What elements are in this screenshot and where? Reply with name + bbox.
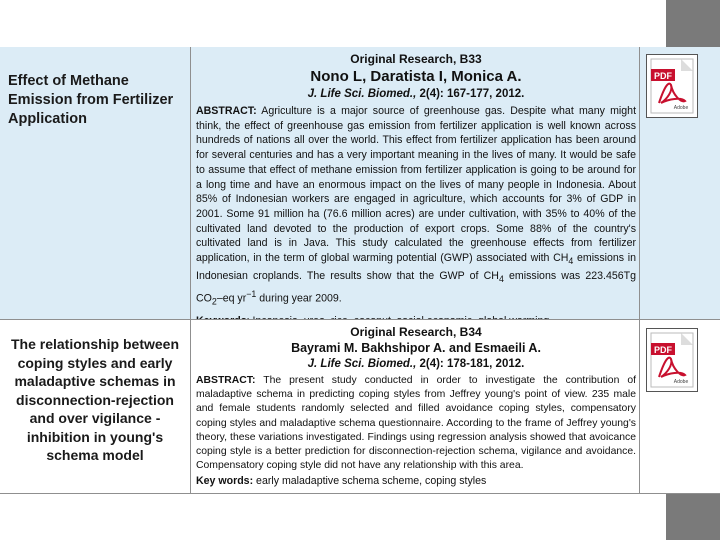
article-table — [0, 47, 720, 494]
pdf-cell — [640, 320, 720, 494]
abstract-text: ABSTRACT: The present study conducted in order to investigate the contribution of maladaptive schema in predicting coping styles from Jeffrey young's point of view. 235 male and female students randomly selected and filled avoidance coping styles, compensatory coping styles and maladaptive schema questionnaire. According to the frame of Jeffrey young's theory, these variations investigated. Findings using regression analysis showed that avoicance coping style is a better prediction for disconnection-rejection schema, vigilance and avoidance. Compensatory coping style did not have any relationship with this area. — [196, 375, 637, 472]
keywords: Key words: early maladaptive schema scheme, coping styles — [196, 475, 487, 488]
svg-text:Adobe: Adobe — [673, 379, 689, 385]
svg-text:PDF: PDF — [654, 71, 672, 81]
table-border-bottom — [0, 493, 720, 494]
authors: Bayrami M. Bakhshipor A. and Esmaeili A. — [291, 341, 541, 355]
title-cell — [0, 320, 191, 494]
pdf-download-link[interactable] — [646, 328, 698, 392]
svg-text:PDF: PDF — [654, 345, 672, 355]
abstract-cell — [191, 47, 640, 319]
journal-citation: J. Life Sci. Biomed., 2(4): 167-177, 2012. — [307, 88, 525, 100]
pdf-download-link[interactable] — [646, 54, 698, 118]
pdf-cell — [640, 47, 720, 319]
abstract-cell — [191, 320, 640, 494]
pdf-file-icon — [647, 329, 697, 391]
article-row-b34 — [0, 320, 720, 494]
research-type: Original Research, B34 — [350, 325, 482, 339]
journal-citation: J. Life Sci. Biomed., 2(4): 178-181, 2012. — [307, 358, 525, 370]
article-title: The relationship between coping styles and early maladaptive schemas in disconnection-rejection and over vigilance - inhibition in young's schema model — [10, 336, 180, 463]
svg-text:Adobe: Adobe — [673, 105, 689, 111]
pdf-file-icon — [647, 55, 697, 117]
research-type: Original Research, B33 — [350, 52, 482, 66]
article-row-b33 — [0, 47, 720, 319]
article-title: Effect of Methane Emission from Fertilizer Application — [8, 73, 174, 127]
abstract-text: ABSTRACT: Agriculture is a major source of greenhouse gas. Despite what many might think, the effect of greenhouse gas emission from fertilizer application is well known across hundreds of nations all over the world. This effect from fertilizer application has been around for several centuries and has a very important meaning in the lives of many. It would be safe to assume that effect of methane emission from fertilizer application is going to be around for a long time and have an enormous impact on the lives of many people in Indonesia. About 85% of Indonesian workers are engaged in agriculture, which accounts for 3% of GDP in 2001. Some 91 million ha (76.6 million acres) are under cultivation, with 35% to 40% of the cultivated land devoted to the production of export crops. Some 88% of the country's cultivated land is in Java. This study calculated the greenhouse effects from fertilizer application, in the term of global warming potential (GWP) associated with $CH_4$ emissions in Indonesian croplands. The results show that the GWP of $CH_4$ emissions was 223.456Tg $CO_2-eq$ $yr^{-1}$ during year 2009. — [196, 105, 637, 307]
authors: Nono L, Daratista I, Monica A. — [310, 68, 522, 85]
title-cell — [0, 47, 191, 319]
